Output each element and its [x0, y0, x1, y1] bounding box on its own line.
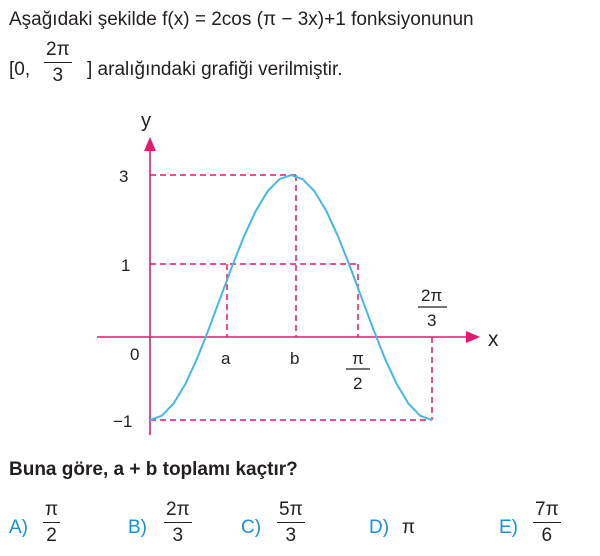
option-b-letter[interactable]: B)	[128, 517, 147, 538]
interval-open: [0,	[9, 59, 31, 80]
y-axis-label: y	[141, 110, 151, 132]
option-a-letter[interactable]: A)	[9, 517, 28, 538]
x-axis-label: x	[488, 328, 499, 351]
question-text: Buna göre, a + b toplamı kaçtır?	[9, 459, 298, 480]
option-c-value[interactable]	[277, 500, 305, 545]
x-tick-end-num: 2π	[421, 286, 443, 305]
function-curve	[150, 175, 432, 420]
option-d-letter[interactable]: D)	[369, 517, 390, 538]
option-c-denominator: 3	[285, 525, 297, 547]
y-axis-arrow	[144, 137, 156, 151]
option-d-value[interactable]: π	[402, 517, 416, 538]
origin-label: 0	[130, 345, 140, 364]
option-a-numerator: π	[45, 499, 59, 520]
interval-denominator: 3	[52, 65, 64, 87]
option-b-value[interactable]	[164, 500, 192, 545]
option-e-letter[interactable]: E)	[499, 517, 518, 538]
option-e-numerator: 7π	[535, 499, 559, 520]
option-a-value[interactable]	[43, 500, 60, 545]
guide-lines	[150, 175, 432, 420]
y-tick-minus1: −1	[113, 412, 133, 431]
x-axis-arrow	[466, 331, 480, 343]
option-b-numerator: 2π	[166, 499, 190, 520]
y-tick-1: 1	[121, 256, 131, 275]
option-a-denominator: 2	[46, 525, 57, 547]
option-e-value[interactable]	[533, 500, 561, 545]
interval-numerator: 2π	[46, 39, 70, 60]
problem-line-1: Aşağıdaki şekilde f(x) = 2cos (π − 3x)+1 fonksiyonunun	[9, 9, 474, 30]
option-e-denominator: 6	[541, 525, 553, 547]
x-tick-pi2-den: 2	[353, 374, 363, 393]
x-tick-pi2-num: π	[352, 349, 364, 368]
x-tick-end-den: 3	[427, 311, 437, 330]
option-c-letter[interactable]: C)	[241, 517, 262, 538]
y-tick-3: 3	[119, 167, 129, 186]
option-c-numerator: 5π	[279, 499, 303, 520]
problem-line-2-rest: ] aralığındaki grafiği verilmiştir.	[87, 59, 343, 80]
x-tick-a: a	[221, 349, 231, 368]
option-b-denominator: 3	[172, 525, 184, 547]
x-tick-b: b	[290, 349, 300, 368]
